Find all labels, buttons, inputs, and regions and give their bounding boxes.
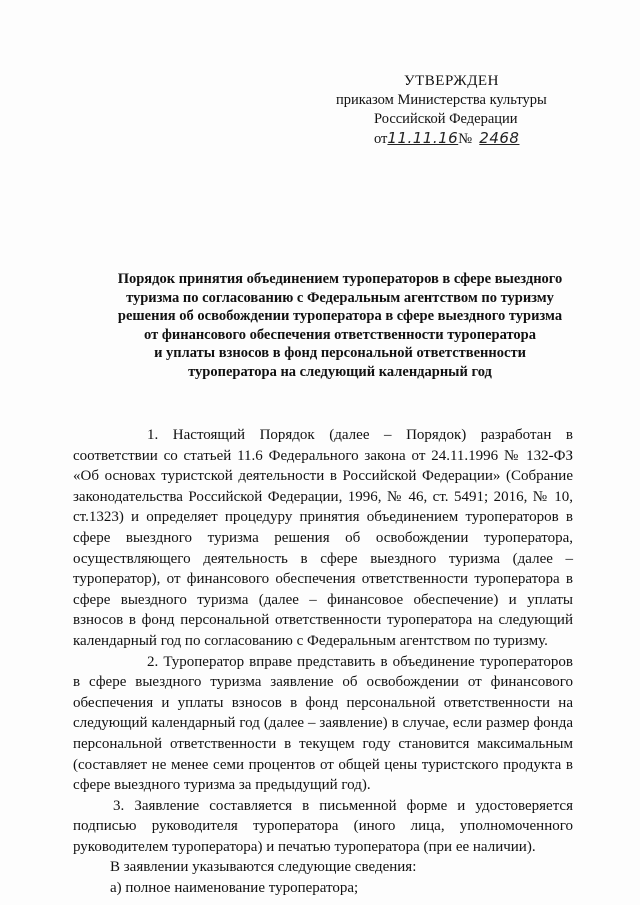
- approval-order-line: приказом Министерства культуры: [336, 92, 547, 108]
- approval-block: [336, 72, 596, 149]
- paragraph-1-number: 1.: [147, 427, 159, 443]
- approval-country-line: Российской Федерации: [374, 111, 518, 127]
- paragraph-3: 3. Заявление составляется в письменной форме и удостоверяется подписью руководителя туроператора (иного лица, уполномоченного руководителем туроператора) и печатью туроператора (при ее наличии).: [73, 797, 573, 855]
- number-label: №: [458, 131, 473, 147]
- document-body: [73, 425, 573, 899]
- paragraph-4: В заявлении указываются следующие сведения:: [110, 859, 417, 876]
- paragraph-1-text: Настоящий Порядок (далее – Порядок) разработан в соответствии со статьей 11.6 Федерального закона от 24.11.1996 № 132-ФЗ «Об основах туристской деятельности в Российской Федерации» (Собрание законодательства Российской Федерации, 1996, № 46, ст. 5491; 2016, № 10, ст.1323) и определяет процедуру принятия объединением туроператоров в сфере выездного туризма решения об освобождении туроператора, осуществляющего деятельность в сфере выездного туризма (далее – туроператор), от финансового обеспечения ответственности туроператора в сфере выездного туризма (далее – финансовое обеспечение) и уплаты взносов в фонд персональной ответственности туроператора на следующий календарный год по согласованию с Федеральным агентством по туризму.: [73, 427, 573, 649]
- title-line: и уплаты взносов в фонд персональной ответственности: [154, 345, 526, 361]
- approval-date-number-line: [336, 129, 596, 149]
- title-line: Порядок принятия объединением туроператоров в сфере выездного: [117, 271, 563, 287]
- handwritten-number: 2468: [479, 129, 520, 147]
- approved-heading: УТВЕРЖДЕН: [404, 73, 499, 89]
- paragraph-2: [73, 652, 573, 796]
- document-title: [70, 270, 610, 381]
- paragraph-2-text: Туроператор вправе представить в объединение туроператоров в сфере выездного туризма заявление об освобождении от финансового обеспечения и уплаты взносов в фонд персональной ответственности на следующий календарный год (далее – заявление) в случае, если размер фонда персональной ответственности в текущем году становится максимальным (составляет не менее семи процентов от общей цены туристского продукта в сфере выездного туризма за предыдущий год).: [73, 653, 573, 794]
- title-line: от финансового обеспечения ответственности туроператора: [144, 326, 536, 343]
- paragraph-1: [73, 425, 573, 652]
- title-line: туроператора на следующий календарный год: [188, 363, 492, 380]
- title-line: решения об освобождении туроператора в сфере выездного туризма: [117, 308, 563, 324]
- paragraph-5: а) полное наименование туроператора;: [110, 880, 359, 897]
- title-line: туризма по согласованию с Федеральным агентством по туризму: [126, 289, 554, 306]
- date-from-label: от: [374, 131, 388, 147]
- handwritten-date: 11.11.16: [387, 129, 459, 147]
- paragraph-2-number: 2.: [147, 653, 159, 670]
